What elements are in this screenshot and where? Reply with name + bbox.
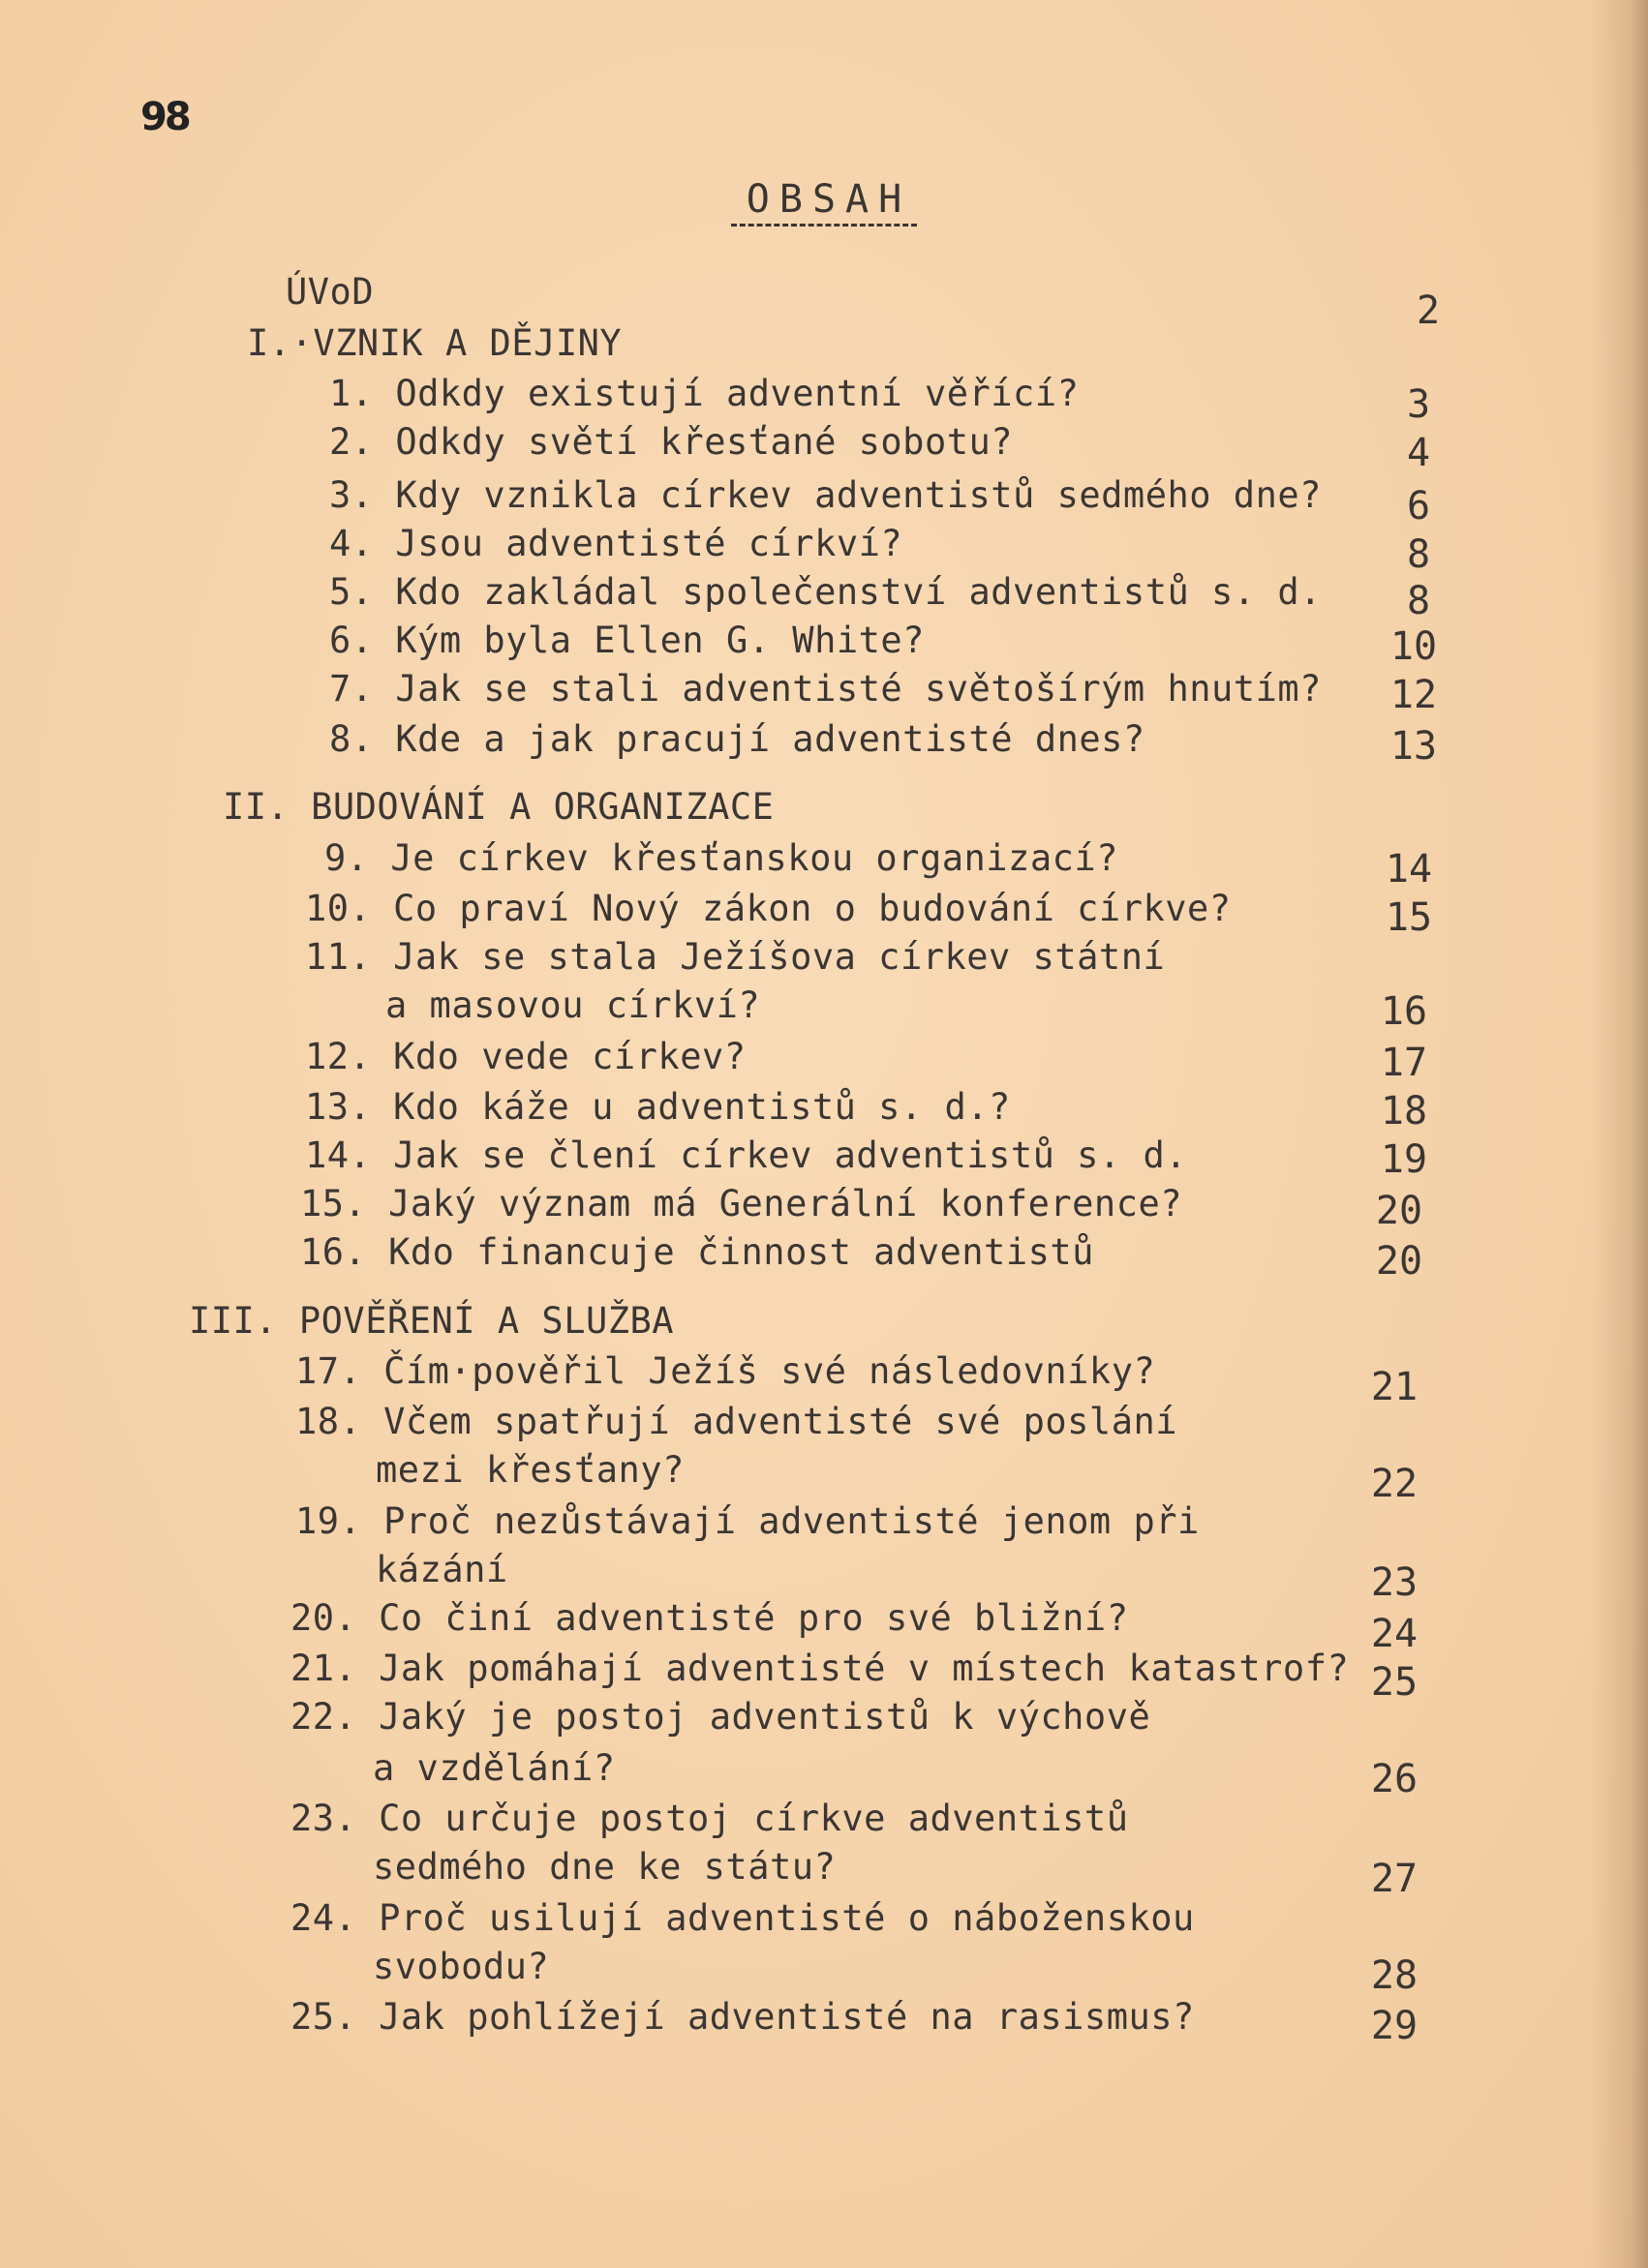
- toc-entry-page: 16: [1380, 989, 1428, 1034]
- toc-entry-page: 10: [1389, 624, 1438, 669]
- toc-entry-page: 19: [1380, 1137, 1428, 1182]
- toc-entry-page: 18: [1380, 1089, 1428, 1134]
- toc-entry-text: svobodu?: [373, 1946, 550, 1987]
- toc-entry-text: 19. Proč nezůstávají adventisté jenom při: [295, 1500, 1200, 1542]
- toc-entry-page: 4: [1406, 431, 1431, 475]
- toc-entry-text: 1. Odkdy existují adventní věřící?: [329, 373, 1080, 414]
- page-number: 98: [140, 95, 189, 139]
- toc-entry-text: 3. Kdy vznikla církev adventistů sedmého dne?: [329, 474, 1322, 516]
- toc-entry-page: 28: [1370, 1953, 1419, 1998]
- toc-entry-page: 27: [1370, 1857, 1419, 1901]
- toc-entry-text: 2. Odkdy světí křesťané sobotu?: [329, 421, 1014, 463]
- toc-entry-page: 22: [1370, 1462, 1419, 1506]
- toc-entry-page: 29: [1370, 2004, 1419, 2048]
- toc-entry-text: kázání: [376, 1549, 508, 1590]
- toc-entry-page: 12: [1389, 673, 1438, 717]
- toc-entry-text: 8. Kde a jak pracují adventisté dnes?: [329, 718, 1145, 760]
- toc-entry-page: 8: [1406, 579, 1431, 623]
- toc-entry-page: 20: [1375, 1239, 1423, 1284]
- toc-entry-text: 11. Jak se stala Ježíšova církev státní: [305, 936, 1166, 978]
- toc-entry-text: sedmého dne ke státu?: [373, 1846, 837, 1888]
- toc-entry-text: a vzdělání?: [373, 1747, 616, 1789]
- toc-entry-text: 9. Je církev křesťanskou organizací?: [324, 837, 1118, 879]
- toc-entry-text: 13. Kdo káže u adventistů s. d.?: [305, 1086, 1011, 1128]
- toc-entry-text: I.·VZNIK A DĚJINY: [247, 322, 623, 364]
- toc-entry-text: II. BUDOVÁNÍ A ORGANIZACE: [223, 786, 775, 828]
- toc-entry-page: 6: [1406, 484, 1431, 529]
- toc-entry-text: a masovou církví?: [385, 984, 761, 1026]
- toc-entry-text: 16. Kdo financuje činnost adventistů: [300, 1231, 1094, 1273]
- toc-entry-page: 13: [1389, 724, 1438, 769]
- toc-entry-text: 20. Co činí adventisté pro své bližní?: [290, 1597, 1129, 1639]
- toc-entry-text: 25. Jak pohlížejí adventisté na rasismus?: [290, 1996, 1195, 2038]
- toc-entry-text: 12. Kdo vede církev?: [305, 1036, 747, 1077]
- toc-entry-text: 17. Čím·pověřil Ježíš své následovníky?: [295, 1350, 1156, 1392]
- toc-entry-text: 14. Jak se člení církev adventistů s. d.: [305, 1134, 1188, 1176]
- toc-entry-page: 20: [1375, 1189, 1423, 1233]
- toc-entry-text: 10. Co praví Nový zákon o budování církve?: [305, 888, 1232, 929]
- toc-entry-text: mezi křesťany?: [376, 1449, 685, 1491]
- toc-entry-page: 26: [1370, 1757, 1419, 1801]
- toc-entry-text: 5. Kdo zakládal společenství adventistů s. d.: [329, 571, 1322, 613]
- toc-entry-text: 18. Včem spatřují adventisté své poslání: [295, 1401, 1178, 1442]
- toc-entry-text: 6. Kým byla Ellen G. White?: [329, 620, 925, 661]
- title-text: OBSAH: [731, 177, 917, 227]
- toc-entry-page: 24: [1370, 1612, 1419, 1656]
- toc-entry-text: 23. Co určuje postoj církve adventistů: [290, 1798, 1129, 1839]
- toc-entry-text: III. POVĚŘENÍ A SLUŽBA: [189, 1300, 675, 1342]
- toc-entry-text: 7. Jak se stali adventisté světošírým hnutím?: [329, 668, 1322, 710]
- toc-entry-text: 15. Jaký význam má Generální konference?: [300, 1183, 1183, 1225]
- toc-entry-text: 24. Proč usilují adventisté o náboženskou: [290, 1897, 1195, 1939]
- toc-entry-page: 8: [1406, 532, 1431, 577]
- toc-entry-page: 25: [1370, 1660, 1419, 1705]
- toc-entry-text: 22. Jaký je postoj adventistů k výchově: [290, 1696, 1151, 1738]
- toc-entry-page: 15: [1385, 895, 1433, 940]
- toc-entry-page: 14: [1385, 847, 1433, 892]
- toc-entry-text: 4. Jsou adventisté církví?: [329, 523, 903, 564]
- toc-entry-page: 3: [1406, 382, 1431, 427]
- toc-entry-page: 2: [1416, 288, 1441, 333]
- toc-entry-page: 21: [1370, 1365, 1419, 1409]
- toc-entry-page: 17: [1380, 1041, 1428, 1085]
- toc-entry-text: ÚVoD: [286, 271, 375, 313]
- toc-entry-page: 23: [1370, 1560, 1419, 1605]
- toc-entry-text: 21. Jak pomáhají adventisté v místech katastrof?: [290, 1648, 1350, 1689]
